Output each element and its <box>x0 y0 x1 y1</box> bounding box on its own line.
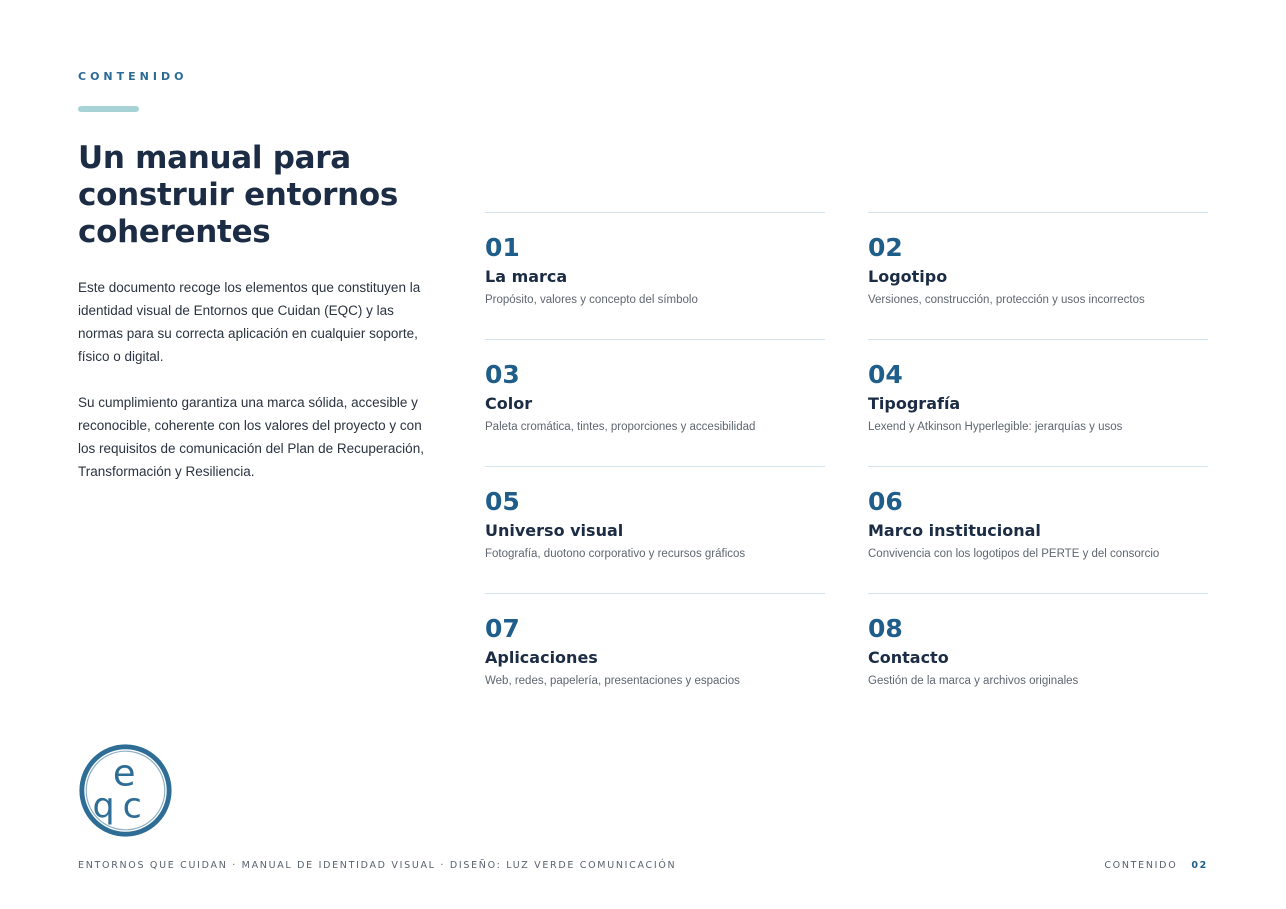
svg-text:c: c <box>122 786 142 827</box>
intro-paragraph-1: Este documento recoge los elementos que constituyen la identidad visual de Entornos que Cuidan (EQC) y las normas para su correcta aplicación en cualquier soporte, físico o digital. <box>78 280 421 364</box>
toc-number: 04 <box>868 360 903 389</box>
toc-description: Gestión de la marca y archivos originales <box>868 675 1079 687</box>
toc-item-03[interactable] <box>485 339 825 466</box>
eqc-logo <box>77 742 174 839</box>
toc-number: 07 <box>485 614 520 643</box>
toc-description: Paleta cromática, tintes, proporciones y accesibilidad <box>485 421 756 433</box>
intro-paragraph-2: Su cumplimiento garantiza una marca sólida, accesible y reconocible, coherente con los valores del proyecto y con los requisitos de comunicación del Plan de Recuperación, Transformación y Resiliencia. <box>78 395 424 479</box>
page-title: Un manual para construir entornos coherentes <box>78 140 398 250</box>
toc-description: Fotografía, duotono corporativo y recursos gráficos <box>485 548 746 560</box>
footer-section: CONTENIDO <box>1104 860 1178 871</box>
toc-number: 02 <box>868 233 903 262</box>
page-number: 02 <box>1191 860 1208 871</box>
intro-text <box>78 276 428 483</box>
toc-item-04[interactable] <box>868 339 1208 466</box>
toc-number: 06 <box>868 487 903 516</box>
toc-title: Aplicaciones <box>485 648 598 667</box>
accent-bar <box>78 106 139 112</box>
toc-title: La marca <box>485 267 568 286</box>
toc-description: Lexend y Atkinson Hyperlegible: jerarquías y usos <box>868 421 1123 433</box>
toc-item-05[interactable] <box>485 466 825 593</box>
toc-item-07[interactable] <box>485 593 825 720</box>
toc-number: 05 <box>485 487 520 516</box>
toc-description: Web, redes, papelería, presentaciones y espacios <box>485 675 740 687</box>
footer-pagination <box>1104 860 1208 871</box>
section-eyebrow: CONTENIDO <box>78 70 188 83</box>
toc-title: Color <box>485 394 533 413</box>
toc-title: Tipografía <box>868 394 961 413</box>
toc-number: 01 <box>485 233 520 262</box>
svg-text:q: q <box>92 786 115 827</box>
toc-item-08[interactable] <box>868 593 1208 720</box>
toc-item-02[interactable] <box>868 212 1208 339</box>
table-of-contents <box>485 212 1208 720</box>
toc-title: Logotipo <box>868 267 948 286</box>
toc-description: Propósito, valores y concepto del símbolo <box>485 294 698 306</box>
toc-number: 03 <box>485 360 520 389</box>
svg-text:e: e <box>112 751 136 795</box>
toc-number: 08 <box>868 614 903 643</box>
toc-item-01[interactable] <box>485 212 825 339</box>
toc-item-06[interactable] <box>868 466 1208 593</box>
toc-title: Contacto <box>868 648 949 667</box>
footer-credits: ENTORNOS QUE CUIDAN · MANUAL DE IDENTIDAD VISUAL · DISEÑO: LUZ VERDE COMUNICACIÓN <box>78 860 677 871</box>
toc-description: Convivencia con los logotipos del PERTE y del consorcio <box>868 548 1160 560</box>
toc-title: Marco institucional <box>868 521 1041 540</box>
toc-title: Universo visual <box>485 521 624 540</box>
toc-description: Versiones, construcción, protección y usos incorrectos <box>868 294 1145 306</box>
